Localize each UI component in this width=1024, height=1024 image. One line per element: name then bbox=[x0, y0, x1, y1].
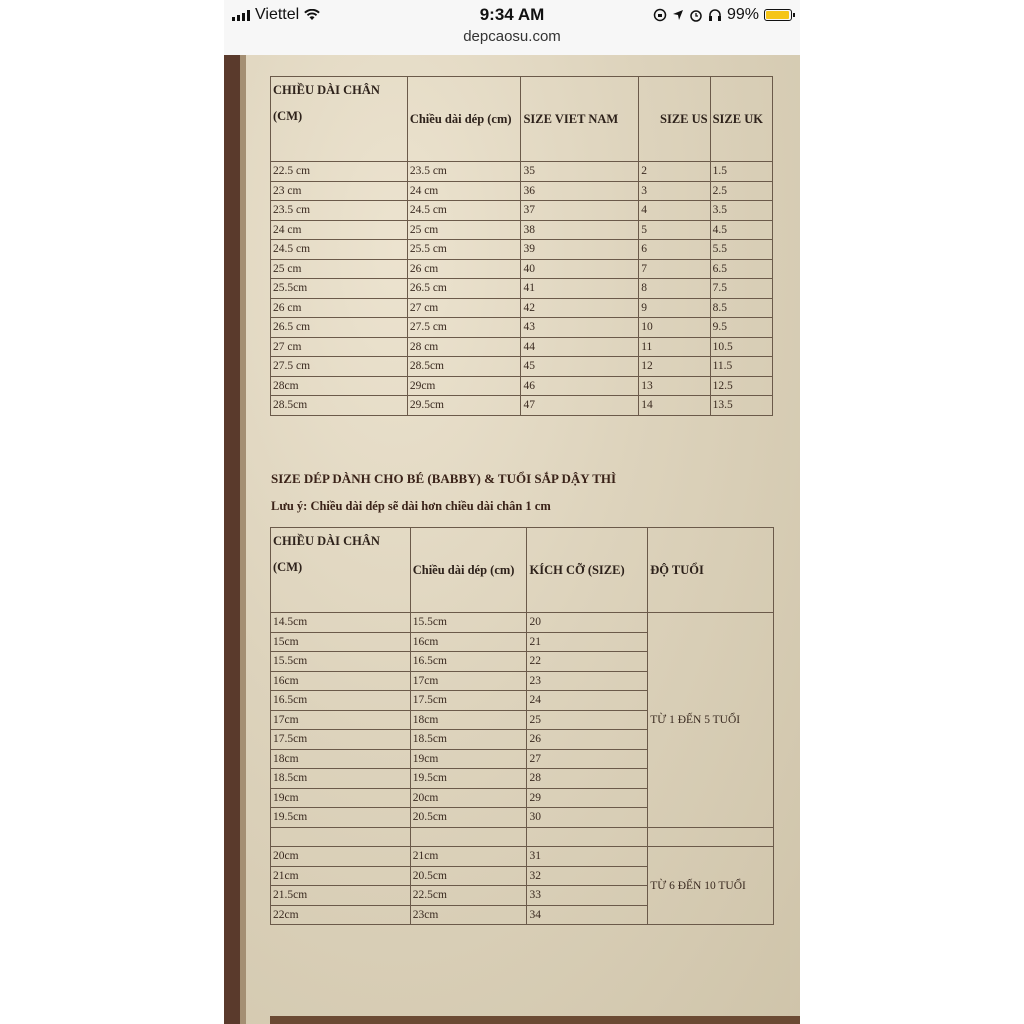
size-uk-cell: 2.5 bbox=[710, 181, 772, 201]
table-row bbox=[271, 220, 773, 240]
sandal-length-cell: 25.5 cm bbox=[407, 240, 521, 260]
size-cell: 29 bbox=[527, 788, 648, 808]
sandal-length-cell: 26 cm bbox=[407, 259, 521, 279]
foot-length-cell: 15.5cm bbox=[271, 652, 411, 672]
sandal-length-cell: 24 cm bbox=[407, 181, 521, 201]
size-us-cell: 13 bbox=[639, 376, 710, 396]
table-row bbox=[271, 613, 774, 633]
sandal-length-cell: 21cm bbox=[410, 847, 527, 867]
table-row bbox=[271, 396, 773, 416]
foot-length-cell: 18.5cm bbox=[271, 769, 411, 789]
sandal-length-cell: 24.5 cm bbox=[407, 201, 521, 221]
foot-length-cell: 16.5cm bbox=[271, 691, 411, 711]
sandal-length-cell: 19cm bbox=[410, 749, 527, 769]
foot-length-cell: 17.5cm bbox=[271, 730, 411, 750]
table-row bbox=[271, 298, 773, 318]
sandal-length-cell: 20.5cm bbox=[410, 808, 527, 828]
size-uk-cell: 10.5 bbox=[710, 337, 772, 357]
size-cell: 30 bbox=[527, 808, 648, 828]
table-row bbox=[271, 279, 773, 299]
page-content bbox=[224, 55, 800, 1024]
foot-length-cell: 21cm bbox=[271, 866, 411, 886]
size-vn-cell: 39 bbox=[521, 240, 639, 260]
location-icon bbox=[672, 9, 684, 21]
sandal-length-cell: 28 cm bbox=[407, 337, 521, 357]
table-row bbox=[271, 357, 773, 377]
size-us-cell: 3 bbox=[639, 181, 710, 201]
size-cell: 22 bbox=[527, 652, 648, 672]
foot-length-cell: 14.5cm bbox=[271, 613, 411, 633]
clock: 9:34 AM bbox=[479, 5, 545, 24]
table-row bbox=[271, 318, 773, 338]
sandal-length-cell: 20cm bbox=[410, 788, 527, 808]
size-vn-cell: 35 bbox=[521, 162, 639, 182]
foot-length-cell: 25.5cm bbox=[271, 279, 408, 299]
sandal-length-cell: 16cm bbox=[410, 632, 527, 652]
size-vn-cell: 43 bbox=[521, 318, 639, 338]
sandal-length-cell: 23.5 cm bbox=[407, 162, 521, 182]
size-us-cell: 9 bbox=[639, 298, 710, 318]
sandal-length-cell: 25 cm bbox=[407, 220, 521, 240]
header-sandal-length: Chiều dài dép (cm) bbox=[407, 77, 521, 162]
header-size-us: SIZE US bbox=[639, 77, 710, 162]
table-row bbox=[271, 162, 773, 182]
kids-header-sandal-length: Chiều dài dép (cm) bbox=[410, 528, 527, 613]
foot-length-cell: 20cm bbox=[271, 847, 411, 867]
foot-length-cell: 26 cm bbox=[271, 298, 408, 318]
kids-header-age: ĐỘ TUỔI bbox=[648, 528, 774, 613]
size-cell: 25 bbox=[527, 710, 648, 730]
size-cell: 23 bbox=[527, 671, 648, 691]
spacer-cell bbox=[271, 827, 411, 847]
size-vn-cell: 44 bbox=[521, 337, 639, 357]
foot-length-cell: 21.5cm bbox=[271, 886, 411, 906]
foot-length-cell: 23 cm bbox=[271, 181, 408, 201]
size-cell: 32 bbox=[527, 866, 648, 886]
alarm-icon bbox=[689, 8, 703, 22]
size-cell: 24 bbox=[527, 691, 648, 711]
size-us-cell: 2 bbox=[639, 162, 710, 182]
url-bar[interactable] bbox=[224, 28, 800, 50]
kids-header-foot-length-label: CHIỀU DÀI CHÂN bbox=[273, 534, 380, 548]
size-vn-cell: 42 bbox=[521, 298, 639, 318]
carrier-label: Viettel bbox=[255, 6, 300, 23]
size-cell: 26 bbox=[527, 730, 648, 750]
sandal-length-cell: 23cm bbox=[410, 905, 527, 925]
foot-length-cell: 28.5cm bbox=[271, 396, 408, 416]
sandal-length-cell: 16.5cm bbox=[410, 652, 527, 672]
size-vn-cell: 37 bbox=[521, 201, 639, 221]
status-right bbox=[653, 6, 792, 24]
table-row bbox=[271, 376, 773, 396]
table-row bbox=[271, 240, 773, 260]
phone-screen bbox=[224, 0, 800, 1024]
sandal-length-cell: 17.5cm bbox=[410, 691, 527, 711]
header-size-uk: SIZE UK bbox=[710, 77, 772, 162]
size-uk-cell: 8.5 bbox=[710, 298, 772, 318]
sandal-length-cell: 18cm bbox=[410, 710, 527, 730]
size-us-cell: 7 bbox=[639, 259, 710, 279]
sandal-length-cell: 20.5cm bbox=[410, 866, 527, 886]
foot-length-cell: 24 cm bbox=[271, 220, 408, 240]
size-uk-cell: 13.5 bbox=[710, 396, 772, 416]
size-uk-cell: 7.5 bbox=[710, 279, 772, 299]
kids-size-table bbox=[270, 527, 774, 925]
size-uk-cell: 4.5 bbox=[710, 220, 772, 240]
header-size-vn: SIZE VIET NAM bbox=[521, 77, 639, 162]
adult-table-header-row bbox=[271, 77, 773, 162]
size-us-cell: 4 bbox=[639, 201, 710, 221]
status-bar bbox=[224, 0, 800, 30]
size-uk-cell: 3.5 bbox=[710, 201, 772, 221]
page-bottom-decoration bbox=[270, 1016, 800, 1024]
size-vn-cell: 45 bbox=[521, 357, 639, 377]
size-vn-cell: 41 bbox=[521, 279, 639, 299]
sandal-length-cell: 28.5cm bbox=[407, 357, 521, 377]
table-row bbox=[271, 337, 773, 357]
size-vn-cell: 40 bbox=[521, 259, 639, 279]
table-row bbox=[271, 259, 773, 279]
sandal-length-cell: 17cm bbox=[410, 671, 527, 691]
foot-length-cell: 26.5 cm bbox=[271, 318, 408, 338]
size-us-cell: 14 bbox=[639, 396, 710, 416]
size-us-cell: 10 bbox=[639, 318, 710, 338]
foot-length-cell: 15cm bbox=[271, 632, 411, 652]
size-cell: 28 bbox=[527, 769, 648, 789]
foot-length-cell: 27.5 cm bbox=[271, 357, 408, 377]
table-row bbox=[271, 181, 773, 201]
size-us-cell: 8 bbox=[639, 279, 710, 299]
kids-header-foot-length-unit: (CM) bbox=[273, 560, 303, 574]
foot-length-cell: 19cm bbox=[271, 788, 411, 808]
sandal-length-cell: 29cm bbox=[407, 376, 521, 396]
foot-length-cell: 27 cm bbox=[271, 337, 408, 357]
size-vn-cell: 36 bbox=[521, 181, 639, 201]
size-us-cell: 12 bbox=[639, 357, 710, 377]
size-uk-cell: 1.5 bbox=[710, 162, 772, 182]
adult-table-body bbox=[271, 162, 773, 416]
size-uk-cell: 5.5 bbox=[710, 240, 772, 260]
size-cell: 34 bbox=[527, 905, 648, 925]
size-cell: 31 bbox=[527, 847, 648, 867]
size-vn-cell: 38 bbox=[521, 220, 639, 240]
size-uk-cell: 11.5 bbox=[710, 357, 772, 377]
url-domain[interactable]: depcaosu.com bbox=[463, 28, 561, 45]
header-foot-length-unit: (CM) bbox=[273, 109, 303, 123]
spacer-cell bbox=[410, 827, 527, 847]
size-uk-cell: 6.5 bbox=[710, 259, 772, 279]
header-foot-length-label: CHIỀU DÀI CHÂN bbox=[273, 83, 380, 97]
size-cell: 20 bbox=[527, 613, 648, 633]
foot-length-cell: 24.5 cm bbox=[271, 240, 408, 260]
kids-header-foot-length bbox=[271, 528, 411, 613]
age-range-cell: TỪ 1 ĐẾN 5 TUỔI bbox=[648, 613, 774, 828]
foot-length-cell: 17cm bbox=[271, 710, 411, 730]
foot-length-cell: 22.5 cm bbox=[271, 162, 408, 182]
spacer-cell bbox=[648, 827, 774, 847]
kids-table-body bbox=[271, 613, 774, 925]
size-uk-cell: 9.5 bbox=[710, 318, 772, 338]
foot-length-cell: 19.5cm bbox=[271, 808, 411, 828]
size-uk-cell: 12.5 bbox=[710, 376, 772, 396]
screen-lock-icon bbox=[653, 8, 667, 22]
size-us-cell: 5 bbox=[639, 220, 710, 240]
age-range-cell: TỪ 6 ĐẾN 10 TUỔI bbox=[648, 847, 774, 925]
battery-icon bbox=[764, 9, 792, 21]
size-us-cell: 6 bbox=[639, 240, 710, 260]
size-vn-cell: 46 bbox=[521, 376, 639, 396]
headphones-icon bbox=[708, 8, 722, 22]
page-spine-decoration bbox=[224, 55, 240, 1024]
kids-section-note: Lưu ý: Chiều dài dép sẽ dài hơn chiều dài chân 1 cm bbox=[271, 499, 551, 513]
spacer-cell bbox=[527, 827, 648, 847]
foot-length-cell: 18cm bbox=[271, 749, 411, 769]
adult-size-table bbox=[270, 76, 773, 416]
size-cell: 21 bbox=[527, 632, 648, 652]
foot-length-cell: 16cm bbox=[271, 671, 411, 691]
sandal-length-cell: 19.5cm bbox=[410, 769, 527, 789]
sandal-length-cell: 26.5 cm bbox=[407, 279, 521, 299]
kids-table-header-row bbox=[271, 528, 774, 613]
sandal-length-cell: 22.5cm bbox=[410, 886, 527, 906]
kids-section-heading: SIZE DÉP DÀNH CHO BÉ (BABBY) & TUỔI SẮP DẬY THÌ bbox=[271, 471, 617, 486]
sandal-length-cell: 29.5cm bbox=[407, 396, 521, 416]
page-spine-edge bbox=[240, 55, 246, 1024]
foot-length-cell: 28cm bbox=[271, 376, 408, 396]
header-foot-length bbox=[271, 77, 408, 162]
foot-length-cell: 23.5 cm bbox=[271, 201, 408, 221]
sandal-length-cell: 15.5cm bbox=[410, 613, 527, 633]
sandal-length-cell: 27.5 cm bbox=[407, 318, 521, 338]
table-row bbox=[271, 201, 773, 221]
foot-length-cell: 22cm bbox=[271, 905, 411, 925]
spacer-row bbox=[271, 827, 774, 847]
size-cell: 33 bbox=[527, 886, 648, 906]
battery-percentage: 99% bbox=[726, 6, 759, 23]
sandal-length-cell: 27 cm bbox=[407, 298, 521, 318]
table-row bbox=[271, 847, 774, 867]
sandal-length-cell: 18.5cm bbox=[410, 730, 527, 750]
foot-length-cell: 25 cm bbox=[271, 259, 408, 279]
size-vn-cell: 47 bbox=[521, 396, 639, 416]
size-cell: 27 bbox=[527, 749, 648, 769]
kids-header-size: KÍCH CỠ (SIZE) bbox=[527, 528, 648, 613]
size-us-cell: 11 bbox=[639, 337, 710, 357]
